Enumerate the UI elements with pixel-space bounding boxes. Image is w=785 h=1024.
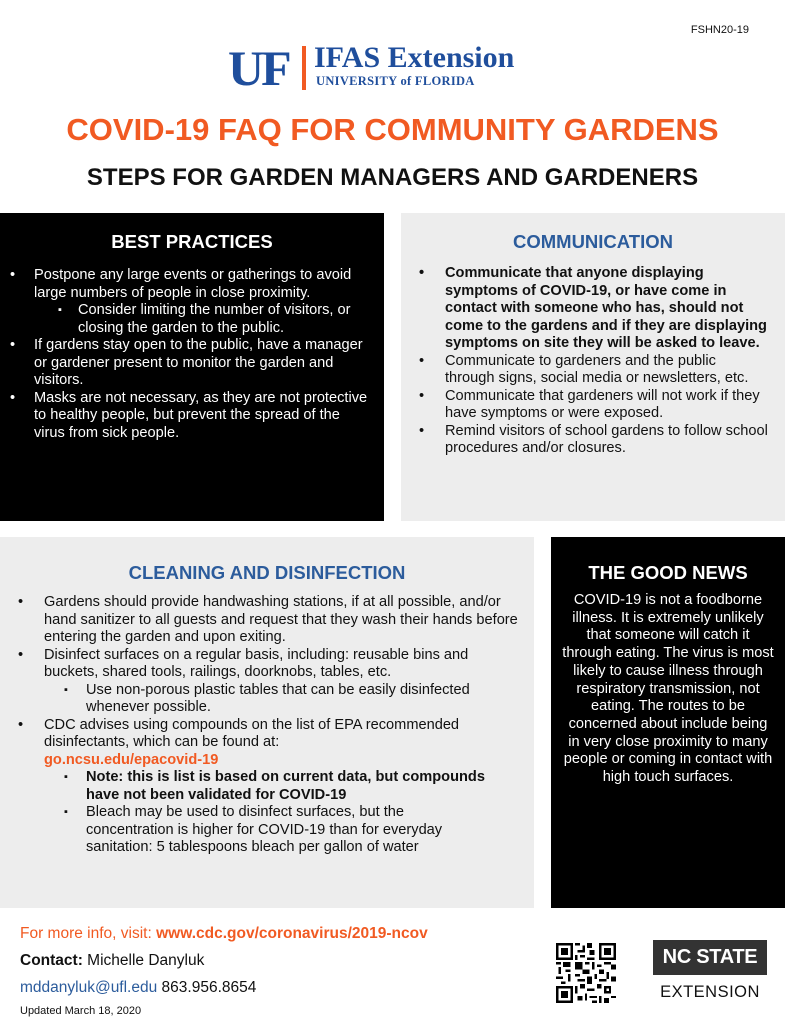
qr-code-icon[interactable] (556, 943, 616, 1003)
list-item: • Gardens should provide handwashing stations, if at all possible, and/or hand sanitizer to all guests and request that they wash their hands before entering the garden and upon exiting. (0, 594, 534, 647)
best-practices-heading: BEST PRACTICES (111, 231, 273, 252)
document-id: FSHN20-19 (690, 24, 749, 36)
list-item-text: CDC advises using compounds on the list of EPA recommended disinfectants, which can be found at: (44, 716, 460, 750)
communication-heading: COMMUNICATION (513, 231, 673, 252)
list-item: • Disinfect surfaces on a regular basis, including: reusable bins and buckets, shared tools, railings, doorknobs, tables, etc. (0, 647, 534, 682)
footer (20, 925, 540, 1017)
list-item: • If gardens stay open to the public, have a manager or gardener present to monitor the garden and visitors. (0, 337, 384, 390)
contact-label: Contact: (20, 952, 83, 969)
cleaning-panel (0, 537, 534, 908)
nc-state-logo-bottom: EXTENSION (653, 975, 767, 1010)
list-item: • Postpone any large events or gatherings to avoid large numbers of people in close proximity. (0, 267, 384, 302)
cdc-link[interactable]: www.cdc.gov/coronavirus/2019-ncov (156, 925, 428, 942)
best-practices-panel (0, 213, 384, 521)
uf-logo-letters: UF (228, 40, 289, 96)
contact-details (20, 979, 540, 997)
phone-number: 863.956.8654 (157, 979, 257, 996)
uf-ifas-logo (228, 40, 558, 96)
good-news-panel (551, 537, 785, 908)
logo-divider (302, 46, 306, 90)
list-subitem: ▪ Note: this is list is based on current data, but compounds have not been validated for COVID-19 (0, 769, 534, 804)
more-info-label: For more info, visit: (20, 925, 157, 942)
page-subtitle: STEPS FOR GARDEN MANAGERS AND GARDENERS (86, 164, 699, 191)
logo-university: UNIVERSITY of FLORIDA (316, 74, 475, 88)
communication-panel (401, 213, 785, 521)
list-item: • Communicate that gardeners will not work if they have symptoms or were exposed. (401, 388, 785, 423)
contact-name: Michelle Danyluk (82, 952, 205, 969)
communication-list (401, 265, 785, 458)
good-news-text: COVID-19 is not a foodborne illness. It is extremely unlikely that someone will catch it through eating. The virus is most likely to cause illness through respiratory transmission, not eating. The routes to be concerned about include being in very close proximity to many people or coming in contact with high touch surfaces. (562, 592, 774, 786)
list-item: • Masks are not necessary, as they are not protective to healthy people, but prevent the spread of the virus from sick people. (0, 390, 384, 443)
list-item: • Communicate that anyone displaying symptoms of COVID-19, or have come in contact with someone who has, should not come to the gardens and if they are displaying symptoms on site they will be asked to leave. (401, 265, 785, 353)
list-subitem: ▪ Consider limiting the number of visitors, or closing the garden to the public. (0, 302, 384, 337)
email-link[interactable]: mddanyluk@ufl.edu (20, 979, 158, 996)
best-practices-list (0, 267, 384, 442)
page-title: COVID-19 FAQ FOR COMMUNITY GARDENS (66, 112, 719, 147)
list-subitem: ▪ Bleach may be used to disinfect surfaces, but the concentration is higher for COVID-19 than for everyday sanitation: 5 tablespoons bleach per gallon of water (0, 804, 534, 857)
logo-ifas-extension: IFAS Extension (314, 41, 515, 74)
nc-state-logo-top: NC STATE (653, 940, 767, 975)
updated-date: Updated March 18, 2020 (20, 1005, 142, 1017)
more-info-line (20, 925, 540, 943)
list-item: • Remind visitors of school gardens to follow school procedures and/or closures. (401, 423, 785, 458)
good-news-heading: THE GOOD NEWS (588, 562, 748, 583)
epa-list-link[interactable]: go.ncsu.edu/epacovid-19 (44, 751, 219, 768)
list-item: • Communicate to gardeners and the public through signs, social media or newsletters, etc. (401, 353, 785, 388)
contact-line (20, 952, 540, 970)
list-subitem: ▪ Use non-porous plastic tables that can be easily disinfected whenever possible. (0, 682, 534, 717)
list-item (0, 717, 534, 770)
nc-state-extension-logo (653, 940, 767, 1010)
cleaning-list (0, 594, 534, 857)
cleaning-heading: CLEANING AND DISINFECTION (128, 562, 406, 583)
